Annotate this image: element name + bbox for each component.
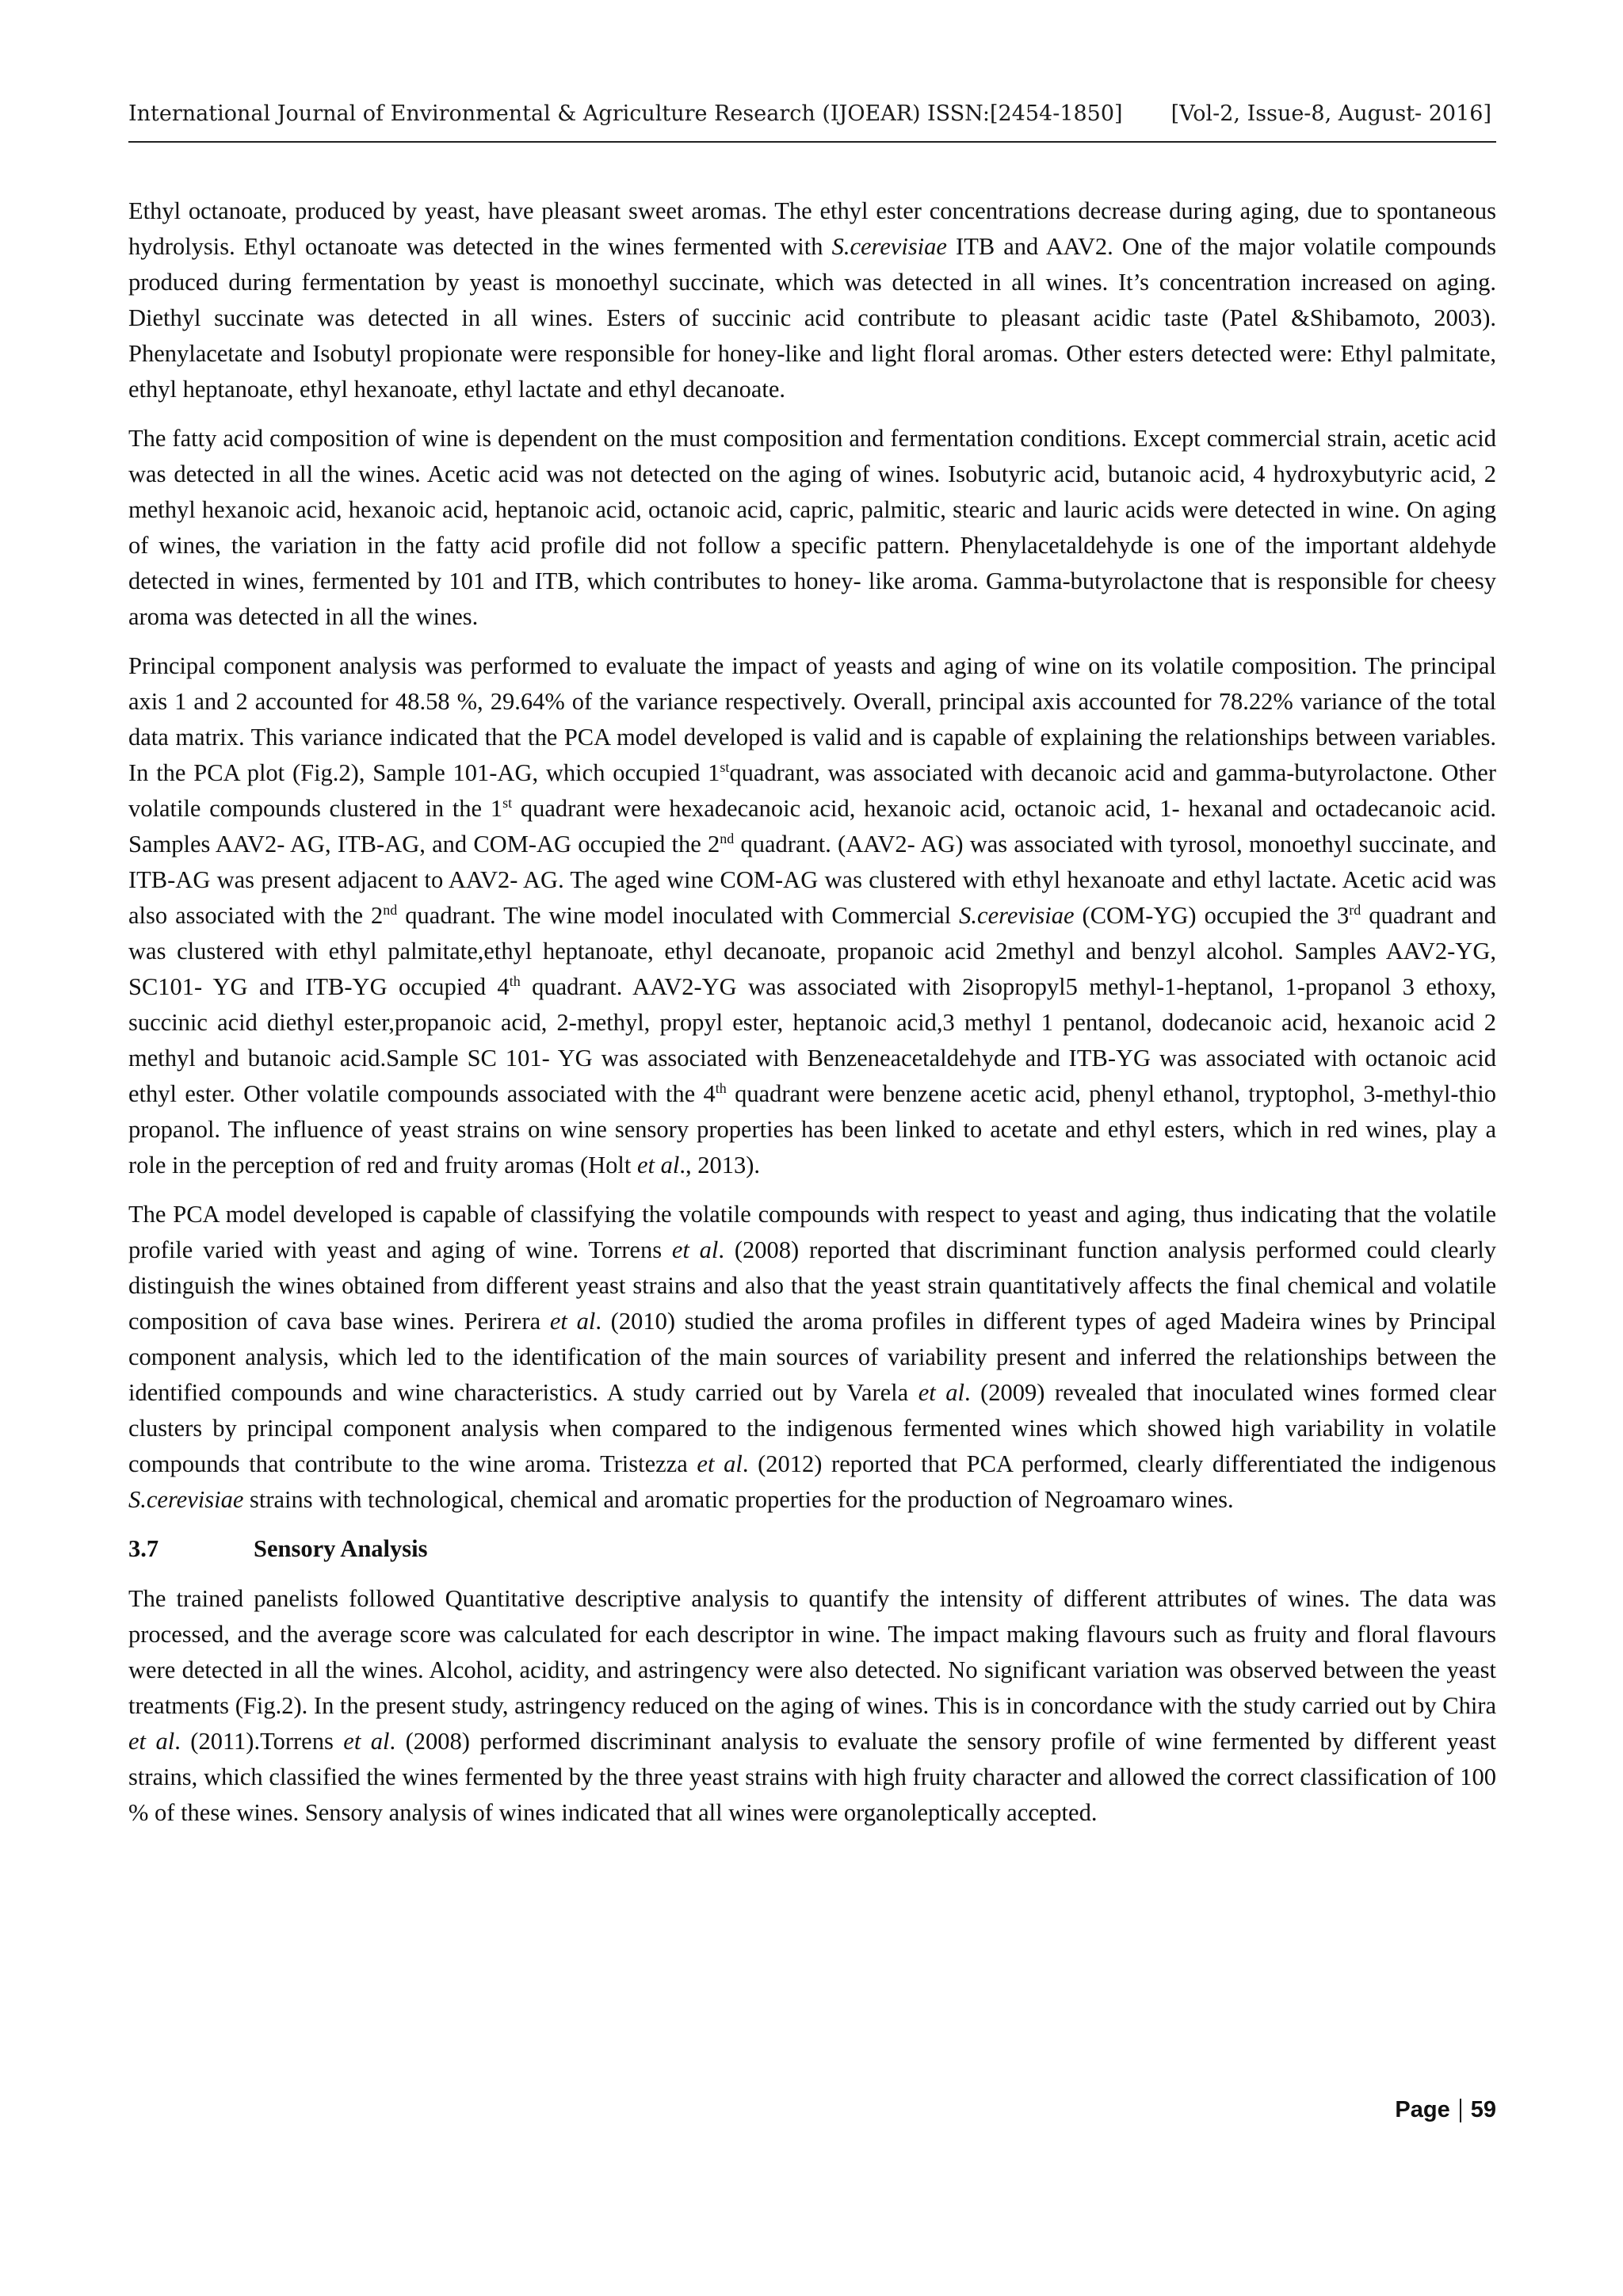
page-label: Page bbox=[1395, 2097, 1450, 2122]
body-text bbox=[128, 193, 1496, 1844]
page-number: 59 bbox=[1470, 2097, 1496, 2122]
page-footer bbox=[1395, 2097, 1496, 2123]
volume-issue: [Vol-2, Issue-8, August- 2016] bbox=[1170, 101, 1491, 126]
journal-title: International Journal of Environmental & Agriculture Research (IJOEAR) bbox=[128, 101, 921, 126]
section-number: 3.7 bbox=[128, 1535, 159, 1562]
footer-divider bbox=[1460, 2099, 1461, 2122]
paragraph-esters: Ethyl octanoate, produced by yeast, have pleasant sweet aromas. The ethyl ester concentrations decrease during aging, due to spontaneous hydrolysis. Ethyl octanoate was detected in the wines fermented with S.cerevisiae ITB and AAV2. One of the major volatile compounds produced during fermentation by yeast is monoethyl succinate, which was detected in all wines. It’s concentration increased on aging. Diethyl succinate was detected in all wines. Esters of succinic acid contribute to pleasant acidic taste (Patel &Shibamoto, 2003). Phenylacetate and Isobutyl propionate were responsible for honey-like and light floral aromas. Other esters detected were: Ethyl palmitate, ethyl heptanoate, ethyl hexanoate, ethyl lactate and ethyl decanoate. bbox=[128, 197, 1496, 403]
running-header bbox=[128, 97, 1496, 143]
section-heading-sensory bbox=[128, 1531, 1496, 1567]
paragraph-fatty-acids: The fatty acid composition of wine is dependent on the must composition and fermentation conditions. Except commercial strain, acetic acid was detected in all the wines. Acetic acid was not detected on the aging of wines. Isobutyric acid, butanoic acid, 4 hydroxybutyric acid, 2 methyl hexanoic acid, hexanoic acid, heptanoic acid, octanoic acid, capric, palmitic, stearic and lauric acids were detected in wine. On aging of wines, the variation in the fatty acid profile did not follow a specific pattern. Phenylacetaldehyde is one of the important aldehyde detected in wines, fermented by 101 and ITB, which contributes to honey- like aroma. Gamma-butyrolactone that is responsible for cheesy aroma was detected in all the wines. bbox=[128, 425, 1496, 630]
paragraph-pca-model: The PCA model developed is capable of classifying the volatile compounds with respect to yeast and aging, thus indicating that the volatile profile varied with yeast and aging of wine. Torrens et al. (2008) reported that discriminant function analysis performed could clearly distinguish the wines obtained from different yeast strains and also that the yeast strain quantitatively affects the final chemical and volatile composition of cava base wines. Perirera et al. (2010) studied the aroma profiles in different types of aged Madeira wines by Principal component analysis, which led to the identification of the main sources of variability present and inferred the relationships between the identified compounds and wine characteristics. A study carried out by Varela et al. (2009) revealed that inoculated wines formed clear clusters by principal component analysis when compared to the indigenous fermented wines which showed high variability in volatile compounds that contribute to the wine aroma. Tristezza et al. (2012) reported that PCA performed, clearly differentiated the indigenous S.cerevisiae strains with technological, chemical and aromatic properties for the production of Negroamaro wines. bbox=[128, 1201, 1497, 1513]
paragraph-sensory: The trained panelists followed Quantitative descriptive analysis to quantify the intensity of different attributes of wines. The data was processed, and the average score was calculated for each descriptor in wine. The impact making flavours such as fruity and floral flavours were detected in all the wines. Alcohol, acidity, and astringency were also detected. No significant variation was observed between the yeast treatments (Fig.2). In the present study, astringency reduced on the aging of wines. This is in concordance with the study carried out by Chira et al. (2011).Torrens et al. (2008) performed discriminant analysis to evaluate the sensory profile of wine fermented by different yeast strains, which classified the wines fermented by the three yeast strains with high fruity character and allowed the correct classification of 100 % of these wines. Sensory analysis of wines indicated that all wines were organoleptically accepted. bbox=[128, 1585, 1496, 1826]
section-title: Sensory Analysis bbox=[254, 1535, 428, 1562]
paragraph-pca: Principal component analysis was performed to evaluate the impact of yeasts and aging of wine on its volatile composition. The principal axis 1 and 2 accounted for 48.58 %, 29.64% of the variance respectively. Overall, principal axis accounted for 78.22% variance of the total data matrix. This variance indicated that the PCA model developed is valid and is capable of explaining the relationships between variables. In the PCA plot (Fig.2), Sample 101-AG, which occupied 1stquadrant, was associated with decanoic acid and gamma-butyrolactone. Other volatile compounds clustered in the 1st quadrant were hexadecanoic acid, hexanoic acid, octanoic acid, 1- hexanal and octadecanoic acid. Samples AAV2- AG, ITB-AG, and COM-AG occupied the 2nd quadrant. (AAV2- AG) was associated with tyrosol, monoethyl succinate, and ITB-AG was present adjacent to AAV2- AG. The aged wine COM-AG was clustered with ethyl hexanoate and ethyl lactate. Acetic acid was also associated with the 2nd quadrant. The wine model inoculated with Commercial S.cerevisiae (COM-YG) occupied the 3rd quadrant and was clustered with ethyl palmitate,ethyl heptanoate, ethyl decanoate, propanoic acid 2methyl and benzyl alcohol. Samples AAV2-YG, SC101- YG and ITB-YG occupied 4th quadrant. AAV2-YG was associated with 2isopropyl5 methyl-1-heptanol, 1-propanol 3 ethoxy, succinic acid diethyl ester,propanoic acid, 2-methyl, propyl ester, heptanoic acid,3 methyl 1 pentanol, dodecanoic acid, hexanoic acid 2 methyl and butanoic acid.Sample SC 101- YG was associated with Benzeneacetaldehyde and ITB-YG was associated with octanoic acid ethyl ester. Other volatile compounds associated with the 4th quadrant were benzene acetic acid, phenyl ethanol, tryptophol, 3-methyl-thio propanol. The influence of yeast strains on wine sensory properties has been linked to acetate and ethyl esters, which in red wines, play a role in the perception of red and fruity aromas (Holt et al., 2013). bbox=[128, 652, 1497, 1179]
issn: ISSN:[2454-1850] bbox=[927, 101, 1123, 126]
